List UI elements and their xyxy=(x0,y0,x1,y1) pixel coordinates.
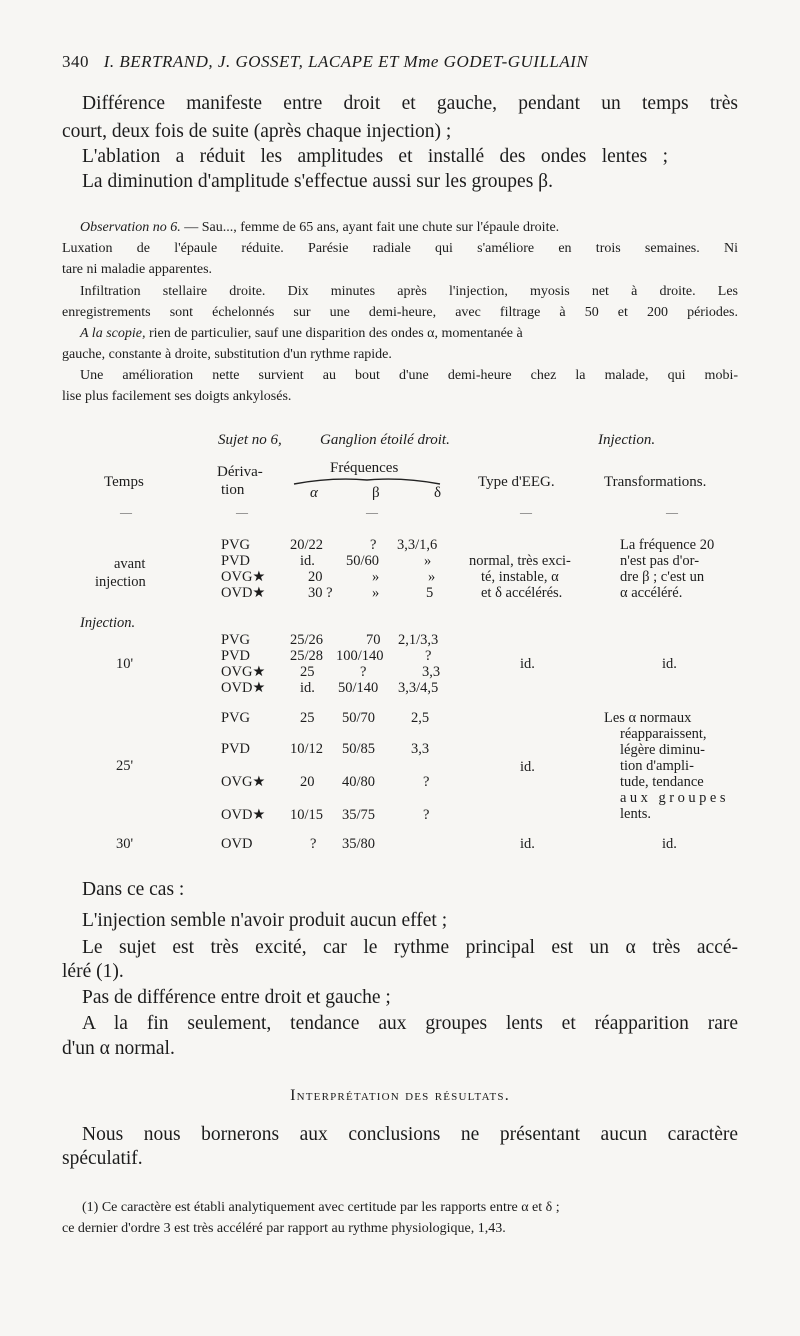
delta-cell: 3,3 xyxy=(411,741,430,757)
delta-cell: ? xyxy=(423,807,430,823)
deriv-cell: OVD★ xyxy=(221,680,266,696)
time-cell: 25' xyxy=(116,758,134,774)
time-cell: 30' xyxy=(116,836,134,852)
delta-cell: ? xyxy=(423,774,430,790)
trans-cell: aux groupes xyxy=(620,790,729,806)
authors: I. BERTRAND, J. GOSSET, LACAPE ET Mme GODET-GUILLAIN xyxy=(103,52,589,71)
trans-cell: n'est pas d'or- xyxy=(620,553,700,569)
observation-line: lise plus facilement ses doigts ankylosés. xyxy=(62,389,292,404)
alpha-cell: id. xyxy=(300,553,315,569)
deriv-cell: OVG★ xyxy=(221,569,266,585)
rule: — xyxy=(120,505,132,519)
beta-cell: ? xyxy=(360,664,367,680)
alpha-cell: 25/28 xyxy=(290,648,324,664)
rule: — xyxy=(236,505,248,519)
beta-cell: 50/60 xyxy=(346,553,380,569)
header-derivation: Dériva- xyxy=(217,464,263,480)
alpha-cell: 20 xyxy=(308,569,323,585)
trans-cell: id. xyxy=(662,656,677,672)
alpha-cell: 25 xyxy=(300,664,315,680)
eeg-cell: normal, très exci- xyxy=(469,553,571,569)
header-frequences: Fréquences xyxy=(330,460,399,476)
deriv-cell: OVG★ xyxy=(221,774,266,790)
trans-cell: réapparaissent, xyxy=(620,726,707,742)
alpha-cell: 30 ? xyxy=(308,585,333,601)
deriv-cell: OVD★ xyxy=(221,807,266,823)
beta-cell: 50/85 xyxy=(342,741,376,757)
deriv-cell: PVG xyxy=(221,632,251,648)
beta-cell: 100/140 xyxy=(336,648,384,664)
observation-line: gauche, constante à droite, substitution d'un rythme rapide. xyxy=(62,347,392,362)
observation-line: Luxation de l'épaule réduite. Parésie radiale qui s'améliore en trois semaines. Ni xyxy=(62,241,738,256)
header-alpha: α xyxy=(310,485,318,501)
trans-cell: tude, tendance xyxy=(620,774,704,790)
time-cell: 10' xyxy=(116,656,134,672)
conclusion-line: L'injection semble n'avoir produit aucun effet ; xyxy=(82,910,448,931)
beta-cell: 35/75 xyxy=(342,807,376,823)
observation-line: Une amélioration nette survient au bout d'une demi-heure chez la malade, qui mobi- xyxy=(80,368,738,383)
conclusion-line: A la fin seulement, tendance aux groupes lents et réapparition rare xyxy=(82,1013,738,1034)
deriv-cell: PVD xyxy=(221,553,251,569)
header-delta: δ xyxy=(434,485,442,501)
conclusion-line: Dans ce cas : xyxy=(82,879,185,900)
intro-line: court, deux fois de suite (après chaque injection) ; xyxy=(62,121,452,142)
alpha-cell: ? xyxy=(310,836,317,852)
delta-cell: 2,1/3,3 xyxy=(398,632,439,648)
delta-cell: » xyxy=(424,553,432,569)
trans-cell: lents. xyxy=(620,806,652,822)
delta-cell: 3,3 xyxy=(422,664,441,680)
beta-cell: 50/70 xyxy=(342,710,376,726)
caption-ganglion: Ganglion étoilé droit. xyxy=(320,432,450,448)
final-line: spéculatif. xyxy=(62,1148,143,1169)
beta-cell: 70 xyxy=(366,632,381,648)
alpha-cell: 10/15 xyxy=(290,807,324,823)
section-label-injection: Injection. xyxy=(80,615,136,631)
alpha-cell: 25/26 xyxy=(290,632,324,648)
alpha-cell: 20 xyxy=(300,774,315,790)
beta-cell: 40/80 xyxy=(342,774,376,790)
delta-cell: 2,5 xyxy=(411,710,430,726)
beta-cell: » xyxy=(372,585,380,601)
eeg-cell: id. xyxy=(520,759,535,775)
section-title: Interprétation des résultats. xyxy=(290,1087,510,1104)
trans-cell: La fréquence 20 xyxy=(620,537,715,553)
trans-cell: Les α normaux xyxy=(604,710,692,726)
beta-cell: 50/140 xyxy=(338,680,379,696)
rule: — xyxy=(666,505,678,519)
alpha-cell: 20/22 xyxy=(290,537,324,553)
caption-subject: Sujet no 6, xyxy=(218,432,282,448)
conclusion-line: Pas de différence entre droit et gauche ; xyxy=(82,987,391,1008)
page-number: 340 xyxy=(62,52,89,71)
header-type-eeg: Type d'EEG. xyxy=(478,474,555,490)
time-cell: injection xyxy=(95,574,146,590)
header-beta: β xyxy=(372,485,380,501)
deriv-cell: PVD xyxy=(221,741,251,757)
deriv-cell: PVG xyxy=(221,537,251,553)
observation-line: rien de particulier, sauf une disparition des ondes α, momentanée à xyxy=(148,326,523,341)
trans-cell: α accéléré. xyxy=(620,585,683,601)
alpha-cell: 25 xyxy=(300,710,315,726)
eeg-cell: id. xyxy=(520,836,535,852)
caption-injection: Injection. xyxy=(598,432,656,448)
trans-cell: dre β ; c'est un xyxy=(620,569,705,585)
header-temps: Temps xyxy=(104,474,144,490)
time-cell: avant xyxy=(114,556,146,572)
trans-cell: id. xyxy=(662,836,677,852)
trans-cell: légère diminu- xyxy=(620,742,705,758)
footnote-line: (1) Ce caractère est établi analytiquement avec certitude par les rapports entre α et δ ; xyxy=(82,1200,560,1215)
rule: — xyxy=(520,505,532,519)
deriv-cell: OVG★ xyxy=(221,664,266,680)
running-header xyxy=(62,52,588,72)
header-derivation: tion xyxy=(221,482,245,498)
observation-line: tare ni maladie apparentes. xyxy=(62,262,213,277)
deriv-cell: OVD★ xyxy=(221,585,266,601)
observation-line: — Sau..., femme de 65 ans, ayant fait une chute sur l'épaule droite. xyxy=(184,220,560,235)
eeg-cell: té, instable, α xyxy=(481,569,559,585)
intro-line: La diminution d'amplitude s'effectue aussi sur les groupes β. xyxy=(82,171,553,192)
scopie-label: A la scopie, xyxy=(80,326,146,341)
beta-cell: 35/80 xyxy=(342,836,376,852)
rule: — xyxy=(366,505,378,519)
delta-cell: 3,3/4,5 xyxy=(398,680,439,696)
footnote-line: ce dernier d'ordre 3 est très accéléré par rapport au rythme physiologique, 1,43. xyxy=(62,1221,506,1236)
eeg-cell: id. xyxy=(520,656,535,672)
header-transformations: Transformations. xyxy=(604,474,707,490)
delta-cell: » xyxy=(428,569,436,585)
observation-line: Infiltration stellaire droite. Dix minutes après l'injection, myosis net à droite. Les xyxy=(80,284,738,299)
observation-line: enregistrements sont échelonnés sur une demi-heure, avec filtrage à 50 et 200 périodes. xyxy=(62,305,738,320)
intro-line: L'ablation a réduit les amplitudes et installé des ondes lentes ; xyxy=(82,146,668,167)
conclusion-line: d'un α normal. xyxy=(62,1038,175,1059)
intro-line: Différence manifeste entre droit et gauche, pendant un temps très xyxy=(82,93,738,114)
delta-cell: 3,3/1,6 xyxy=(397,537,438,553)
delta-cell: 5 xyxy=(426,585,434,601)
beta-cell: ? xyxy=(370,537,377,553)
alpha-cell: 10/12 xyxy=(290,741,324,757)
eeg-cell: et δ accélérés. xyxy=(481,585,563,601)
deriv-cell: OVD xyxy=(221,836,253,852)
deriv-cell: PVD xyxy=(221,648,251,664)
beta-cell: » xyxy=(372,569,380,585)
final-line: Nous nous bornerons aux conclusions ne présentant aucun caractère xyxy=(82,1124,738,1145)
deriv-cell: PVG xyxy=(221,710,251,726)
alpha-cell: id. xyxy=(300,680,315,696)
delta-cell: ? xyxy=(425,648,432,664)
observation-label: Observation no 6. xyxy=(80,220,181,235)
conclusion-line: léré (1). xyxy=(62,961,124,982)
trans-cell: tion d'ampli- xyxy=(620,758,694,774)
conclusion-line: Le sujet est très excité, car le rythme principal est un α très accé- xyxy=(82,937,738,958)
